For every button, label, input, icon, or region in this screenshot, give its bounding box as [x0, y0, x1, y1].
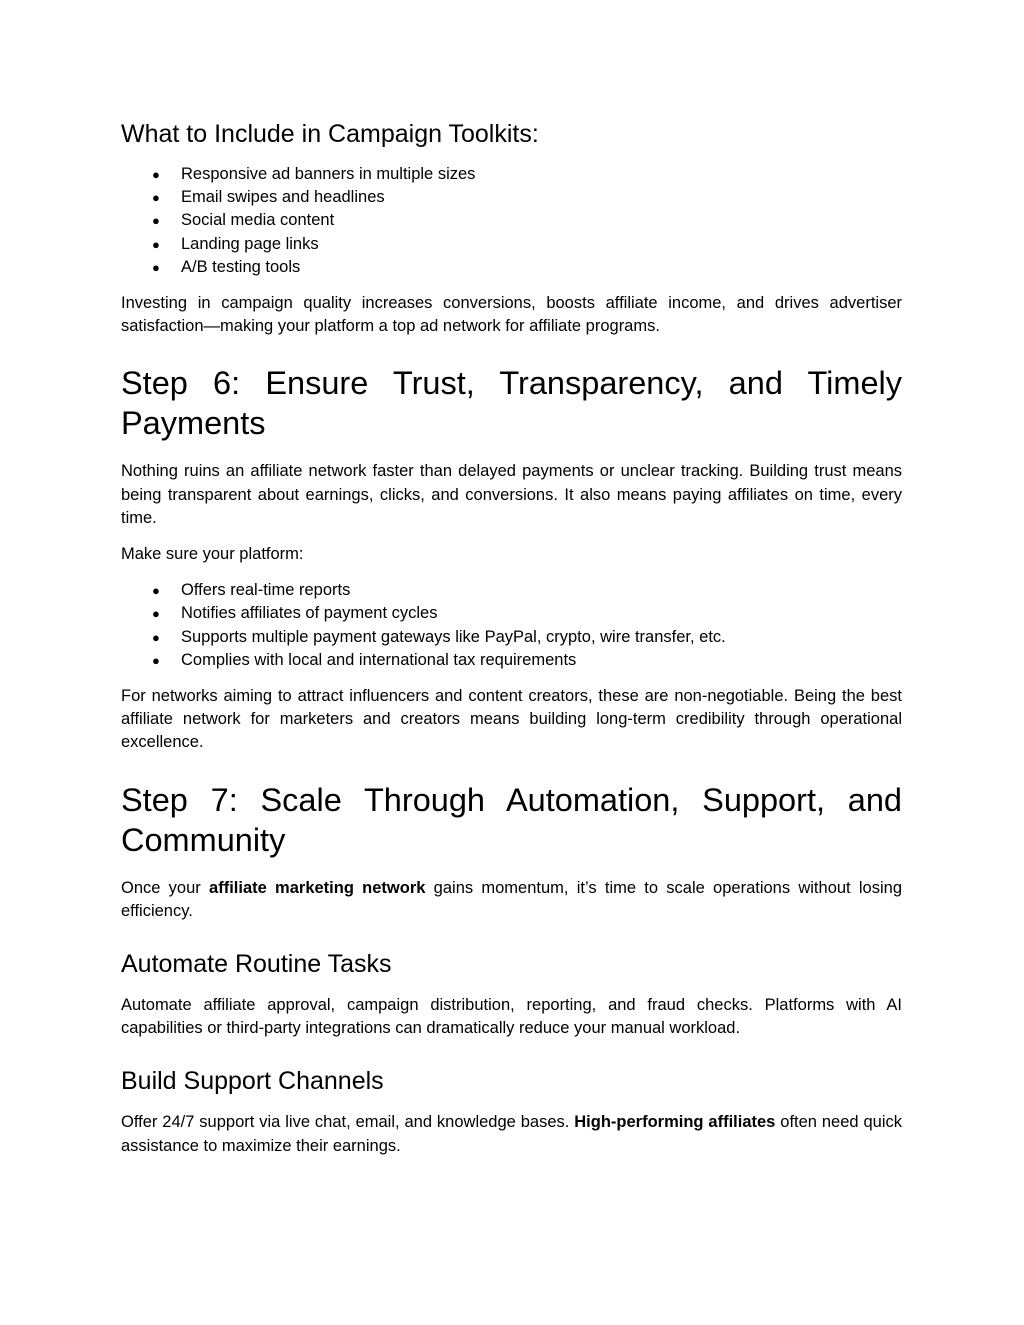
support-paragraph: Offer 24/7 support via live chat, email, and knowledge bases. High-performing affiliates often need quick assistance to maximize their earnings. [121, 1113, 902, 1155]
bullet-icon: ● [152, 583, 160, 599]
list-item: ● A/B testing tools [121, 256, 902, 279]
bullet-icon: ● [152, 167, 160, 182]
toolkit-heading: What to Include in Campaign Toolkits: [121, 120, 539, 148]
list-item: ● Complies with local and international tax requirements [121, 649, 902, 672]
step6-intro: Make sure your platform: [121, 545, 304, 564]
list-item: ● Supports multiple payment gateways like PayPal, crypto, wire transfer, etc. [121, 626, 902, 649]
step6-closing-paragraph: For networks aiming to attract influencers and content creators, these are non-negotiable. Being the best affiliate network for marketers and creators means building long-term credibility through operational excellence. [121, 687, 902, 752]
bullet-icon: ● [152, 190, 160, 206]
document-page [121, 118, 902, 1171]
bullet-icon: ● [152, 236, 160, 252]
step6-heading: Step 6: Ensure Trust, Transparency, and Timely Payments [121, 365, 902, 442]
toolkit-list [121, 163, 902, 279]
list-item: ● Responsive ad banners in multiple sizes [121, 163, 902, 186]
step7-heading: Step 7: Scale Through Automation, Support, and Community [121, 781, 902, 858]
list-item: ● Social media content [121, 209, 902, 232]
step6-list [121, 579, 902, 672]
bullet-icon: ● [152, 606, 160, 622]
support-heading: Build Support Channels [121, 1067, 384, 1096]
automate-paragraph: Automate affiliate approval, campaign distribution, reporting, and fraud checks. Platforms with AI capabilities or third-party integrations can dramatically reduce your manual workload. [121, 996, 902, 1038]
step7-paragraph: Once your affiliate marketing network gains momentum, it’s time to scale operations without losing efficiency. [121, 878, 902, 920]
step6-paragraph: Nothing ruins an affiliate network faster than delayed payments or unclear tracking. Building trust means being transparent about earnings, clicks, and conversions. It also means paying affiliates on time, every time. [121, 462, 902, 527]
list-item: ● Email swipes and headlines [121, 186, 902, 209]
bullet-icon: ● [152, 652, 160, 668]
bold-phrase: affiliate marketing network [209, 878, 426, 897]
list-item: ● Offers real-time reports [121, 579, 902, 602]
list-item: ● Notifies affiliates of payment cycles [121, 602, 902, 625]
toolkit-paragraph: Investing in campaign quality increases conversions, boosts affiliate income, and drives advertiser satisfaction—making your platform a top ad network for affiliate programs. [121, 294, 902, 336]
bullet-icon: ● [152, 213, 160, 229]
list-item: ● Landing page links [121, 233, 902, 256]
bullet-icon: ● [152, 629, 160, 645]
bullet-icon: ● [152, 259, 160, 275]
bold-phrase: High-performing affiliates [574, 1113, 776, 1132]
automate-heading: Automate Routine Tasks [121, 950, 392, 979]
